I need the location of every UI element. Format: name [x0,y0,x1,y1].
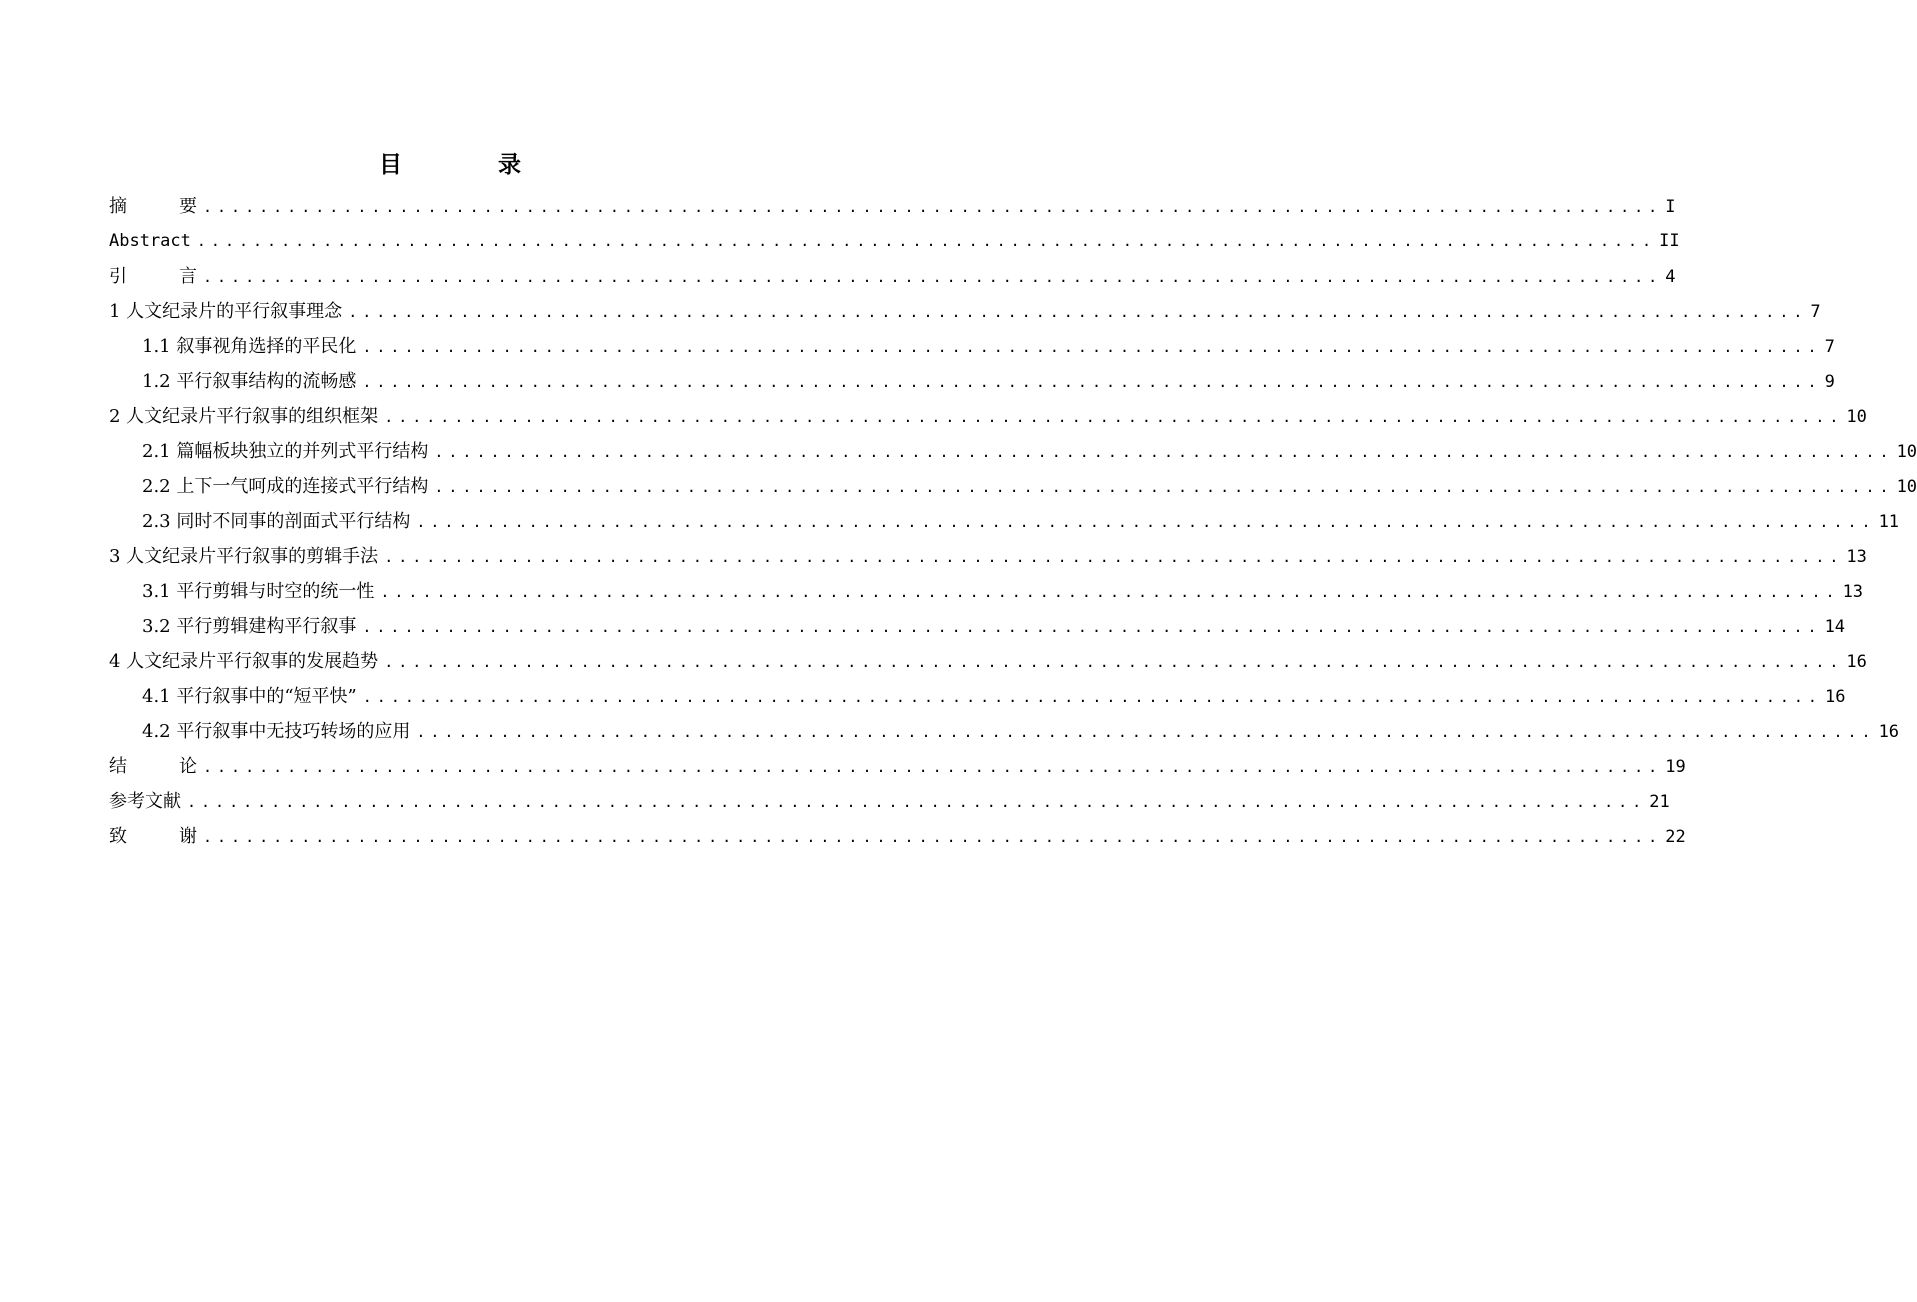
toc-dot-leader: ........................................................................................................ [384,653,1844,671]
toc-dot-leader: ........................................................................................................ [196,232,1657,250]
toc-page-number: 19 [1665,757,1686,777]
toc-entry-conclusion[interactable] [109,749,1686,784]
toc-list [109,189,1917,854]
toc-entry-section-2-2[interactable] [109,469,1917,504]
toc-dot-leader: ........................................................................................................ [362,338,1822,356]
toc-entry-section-4-1[interactable] [109,679,1846,714]
toc-page-number: 9 [1824,372,1835,392]
toc-entry-label: 4.2 平行叙事中无技巧转场的应用 [142,721,411,742]
toc-entry-section-3-2[interactable] [109,609,1846,644]
toc-entry-chapter-3[interactable] [109,539,1867,574]
toc-dot-leader: ........................................................................................................ [434,478,1894,496]
toc-entry-chapter-1[interactable] [109,294,1821,329]
toc-page-number: II [1659,231,1680,251]
toc-entry-section-2-3[interactable] [109,504,1900,539]
toc-page-number: 7 [1810,302,1821,322]
toc-page-number: 14 [1824,617,1846,637]
toc-title: 目 录 [378,151,565,178]
toc-entry-label: 4 人文纪录片平行叙事的发展趋势 [109,651,379,672]
toc-entry-references[interactable] [109,784,1670,819]
toc-entry-abstract-en[interactable] [109,224,1680,259]
toc-entry-label: 3 人文纪录片平行叙事的剪辑手法 [109,546,379,567]
toc-page-number: 13 [1842,582,1864,602]
toc-entry-section-3-1[interactable] [109,574,1864,609]
toc-dot-leader: ........................................................................................................ [362,688,1822,706]
toc-page-number: 22 [1665,827,1686,847]
toc-entry-label: 3.2 平行剪辑建构平行叙事 [142,616,357,637]
toc-entry-label: 1.1 叙事视角选择的平民化 [142,336,357,357]
toc-entry-label: 4.1 平行叙事中的“短平快” [142,686,357,707]
toc-entry-label: 摘要 [109,196,197,217]
toc-entry-label: 2 人文纪录片平行叙事的组织框架 [109,406,379,427]
toc-dot-leader: ........................................................................................................ [348,303,1808,321]
toc-dot-leader: ........................................................................................................ [416,723,1876,741]
toc-page-number: 10 [1896,442,1917,462]
toc-entry-section-1-2[interactable] [109,364,1835,399]
toc-page-number: 13 [1846,547,1867,567]
toc-entry-section-2-1[interactable] [109,434,1917,469]
toc-page-number: I [1665,197,1676,217]
toc-entry-label: 引言 [109,266,197,287]
toc-dot-leader: ........................................................................................................ [203,268,1663,286]
toc-page-number: 21 [1649,792,1670,812]
toc-entry-chapter-4[interactable] [109,644,1867,679]
toc-entry-label: 2.1 篇幅板块独立的并列式平行结构 [142,441,429,462]
toc-entry-section-4-2[interactable] [109,714,1900,749]
toc-entry-label: 2.3 同时不同事的剖面式平行结构 [142,511,411,532]
toc-dot-leader: ........................................................................................................ [416,513,1876,531]
toc-entry-label: 2.2 上下一气呵成的连接式平行结构 [142,476,429,497]
toc-dot-leader: ........................................................................................................ [384,408,1844,426]
toc-page-number: 10 [1846,407,1867,427]
toc-page-number: 7 [1824,337,1835,357]
toc-dot-leader: ........................................................................................................ [362,618,1822,636]
toc-page-number: 4 [1665,267,1676,287]
toc-page-number: 10 [1896,477,1917,497]
toc-dot-leader: ........................................................................................................ [187,793,1647,811]
toc-entry-label: 结论 [109,756,197,777]
toc-entry-label: 致谢 [109,826,197,847]
toc-entry-label: 1 人文纪录片的平行叙事理念 [109,301,343,322]
toc-page-number: 11 [1878,512,1900,532]
toc-dot-leader: ........................................................................................................ [203,198,1663,216]
toc-entry-label: Abstract [109,231,191,251]
toc-dot-leader: ........................................................................................................ [434,443,1894,461]
toc-entry-abstract-cn[interactable] [109,189,1676,224]
toc-entry-section-1-1[interactable] [109,329,1835,364]
toc-entry-introduction[interactable] [109,259,1676,294]
toc-entry-label: 参考文献 [109,791,181,812]
toc-entry-label: 3.1 平行剪辑与时空的统一性 [142,581,375,602]
toc-entry-acknowledgements[interactable] [109,819,1686,854]
toc-dot-leader: ........................................................................................................ [384,548,1844,566]
toc-page-number: 16 [1878,722,1900,742]
toc-entry-chapter-2[interactable] [109,399,1867,434]
toc-dot-leader: ........................................................................................................ [203,758,1663,776]
toc-page-number: 16 [1846,652,1867,672]
toc-page-number: 16 [1824,687,1846,707]
toc-dot-leader: ........................................................................................................ [362,373,1822,391]
toc-dot-leader: ........................................................................................................ [380,583,1840,601]
toc-entry-label: 1.2 平行叙事结构的流畅感 [142,371,357,392]
toc-dot-leader: ........................................................................................................ [203,828,1663,846]
